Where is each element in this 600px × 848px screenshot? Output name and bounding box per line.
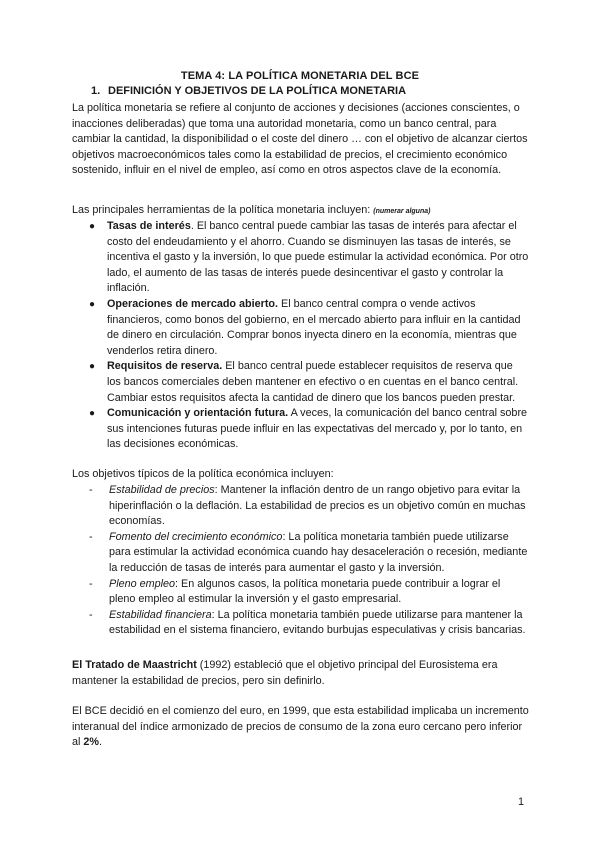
list-item bbox=[89, 219, 529, 297]
goal-term: Estabilidad de precios bbox=[109, 484, 215, 496]
goal-text: : La política monetaria también puede utilizarse para mantener la estabilidad en el sistema financiero, evitando burbujas especulativas y crisis bancarias. bbox=[109, 608, 526, 637]
maastricht-text: (1992) estableció que el objetivo principal del Eurosistema era mantener la estabilidad de precios, pero sin definirlo. bbox=[72, 659, 498, 687]
maastricht-paragraph bbox=[72, 658, 532, 689]
tool-term: Requisitos de reserva. bbox=[107, 360, 223, 373]
bullet-icon: ● bbox=[89, 408, 96, 420]
bullet-icon: ● bbox=[89, 298, 96, 310]
list-item bbox=[89, 359, 529, 406]
list-item bbox=[89, 483, 529, 530]
list-item bbox=[89, 530, 529, 577]
tools-note: (numerar alguna) bbox=[373, 208, 431, 215]
goal-term: Pleno empleo bbox=[109, 577, 176, 590]
maastricht-term: El Tratado de Maastricht bbox=[72, 659, 197, 671]
tool-term: Comunicación y orientación futura. bbox=[107, 407, 289, 420]
tool-text: El banco central compra o vende activos financieros, como bonos del gobierno, en el mercado abierto para influir en la cantidad de dinero en circulación. Comprar bonos inyecta dinero en la economía, mientras que venderlos retira dinero. bbox=[107, 297, 521, 357]
tool-text: El banco central puede establecer requisitos de reserva que los bancos comerciales deben mantener en efectivo o en cuentas en el banco central. Cambiar estos requisitos afecta la cantidad de dinero que los bancos pueden prestar. bbox=[107, 360, 519, 404]
goals-intro-paragraph: Los objetivos típicos de la política económica incluyen: bbox=[72, 468, 334, 480]
dash-icon: - bbox=[89, 484, 93, 496]
goal-text: : La política monetaria también puede utilizarse para estimular la actividad económica cuando hay desaceleración o recesión, mediante la reducción de tasas de interés para aumentar el gasto y la inversión. bbox=[109, 530, 528, 574]
dash-icon: - bbox=[89, 577, 93, 590]
tool-term: Operaciones de mercado abierto. bbox=[107, 297, 279, 310]
bullet-icon: ● bbox=[89, 221, 96, 232]
list-item bbox=[89, 577, 529, 608]
bullet-icon: ● bbox=[89, 361, 96, 373]
section-title: DEFINICIÓN Y OBJETIVOS DE LA POLÍTICA MONETARIA bbox=[108, 85, 407, 97]
tools-intro-paragraph bbox=[72, 203, 532, 220]
goal-term: Estabilidad financiera bbox=[109, 608, 212, 621]
list-item bbox=[89, 406, 529, 453]
dash-icon: - bbox=[89, 608, 93, 621]
page-number: 1 bbox=[518, 796, 525, 808]
bce-target-value: 2% bbox=[83, 736, 100, 749]
tools-intro-text: Las principales herramientas de la política monetaria incluyen: bbox=[72, 204, 371, 216]
goal-term: Fomento del crecimiento económico bbox=[109, 530, 283, 543]
list-item bbox=[89, 297, 529, 359]
tool-term: Tasas de interés bbox=[107, 220, 191, 232]
goals-list bbox=[89, 483, 529, 639]
goal-text: : Mantener la inflación dentro de un rango objetivo para evitar la hiperinflación o la deflación. La estabilidad de precios es un objetivo común en muchas economías. bbox=[109, 484, 526, 528]
section-heading bbox=[91, 85, 406, 97]
tool-text: A veces, la comunicación del banco central sobre sus intenciones futuras puede influir en las expectativas del mercado y, por lo tanto, en las decisiones económicas. bbox=[107, 407, 528, 451]
bce-paragraph bbox=[72, 704, 532, 751]
intro-paragraph: La política monetaria se refiere al conjunto de acciones y decisiones (acciones conscientes, o inacciones deliberadas) que toma una autoridad monetaria, como un banco central, para cambiar la cantidad, la disponibilidad o el coste del dinero … con el objetivo de alcanzar ciertos objetivos macroeconómicos tales como la estabilidad de precios, el crecimiento económico sostenido, influir en el nivel de empleo, así como en otros aspectos clave de la economía. bbox=[72, 102, 528, 177]
tools-list bbox=[89, 219, 529, 453]
bce-end: . bbox=[99, 736, 103, 749]
dash-icon: - bbox=[89, 530, 93, 543]
bce-text: El BCE decidió en el comienzo del euro, en 1999, que esta estabilidad implicaba un incremento interanual del índice armonizado de precios de consumo de la zona euro cercano pero inferior al bbox=[72, 705, 529, 749]
section-number: 1. bbox=[91, 85, 101, 97]
goal-text: : En algunos casos, la política monetaria puede contribuir a lograr el pleno empleo al estimular la inversión y el gasto empresarial. bbox=[109, 577, 501, 606]
tool-text: . El banco central puede cambiar las tasas de interés para afectar el costo del endeudamiento y el ahorro. Cuando se disminuyen las tasas de interés, se incentiva el gasto y la inversión, lo que puede estimular la actividad económica. Por otro lado, el aumento de las tasas de interés puede desincentivar el gasto y controlar la inflación. bbox=[107, 220, 529, 295]
list-item bbox=[89, 608, 529, 639]
document-title: TEMA 4: LA POLÍTICA MONETARIA DEL BCE bbox=[180, 70, 420, 82]
